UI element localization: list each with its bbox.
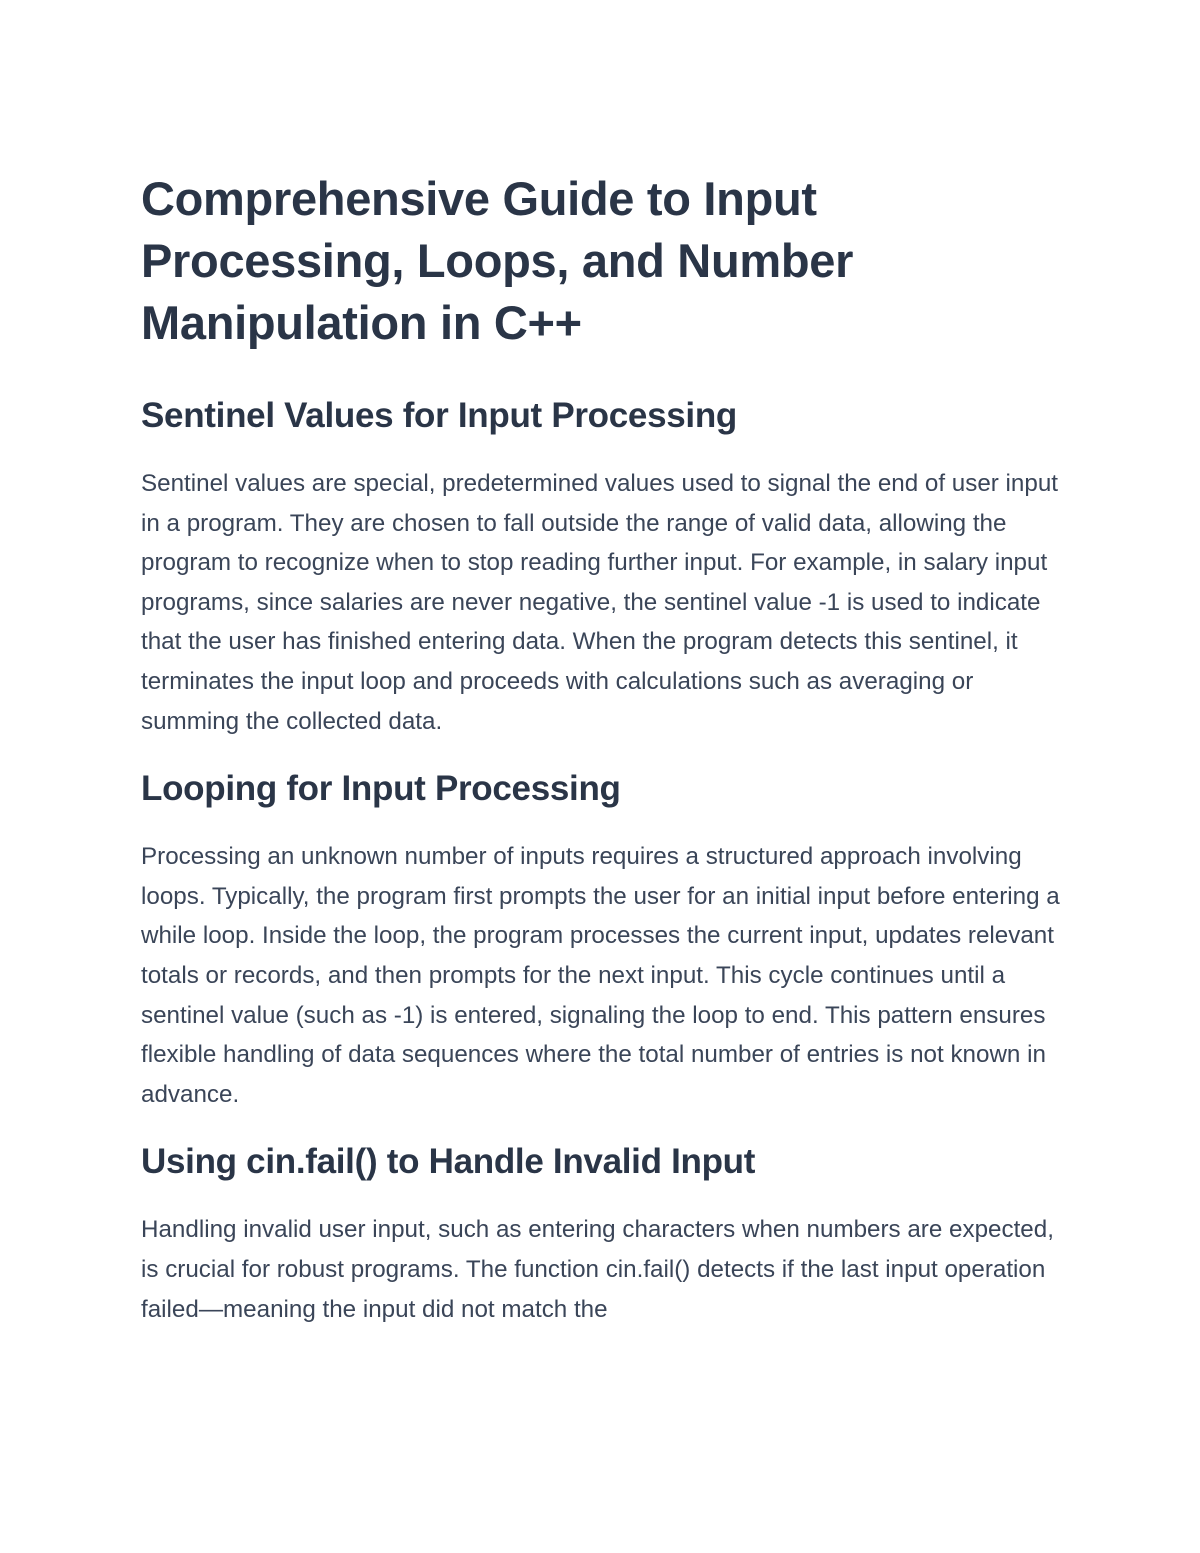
section-heading-cin-fail: Using cin.fail() to Handle Invalid Input (141, 1142, 756, 1182)
section-heading-looping: Looping for Input Processing (141, 769, 621, 809)
section-body-cin-fail: Handling invalid user input, such as entering characters when numbers are expected, is crucial for robust programs. The function cin.fail() detects if the last input operation failed—meaning the input did not match the (141, 1216, 1054, 1323)
section-heading-sentinel-values: Sentinel Values for Input Processing (141, 396, 738, 435)
document-page (141, 168, 1066, 1329)
section-body-looping: Processing an unknown number of inputs requires a structured approach involving loops. Typically, the program first prompts the user for an initial input before entering a while loop. Inside the loop, the program processes the current input, updates relevant totals or records, and then prompts for the next input. This cycle continues until a sentinel value (such as -1) is entered, signaling the loop to end. This pattern ensures flexible handling of data sequences where the total number of entries is not known in advance. (141, 843, 1060, 1108)
document-title: Comprehensive Guide to Input Processing, Loops, and Number Manipulation in C++ (141, 172, 854, 349)
section-body-sentinel-values: Sentinel values are special, predetermined values used to signal the end of user input in a program. They are chosen to fall outside the range of valid data, allowing the program to recognize when to stop reading further input. For example, in salary input programs, since salaries are never negative, the sentinel value -1 is used to indicate that the user has finished entering data. When the program detects this sentinel, it terminates the input loop and proceeds with calculations such as averaging or summing the collected data. (141, 470, 1059, 735)
